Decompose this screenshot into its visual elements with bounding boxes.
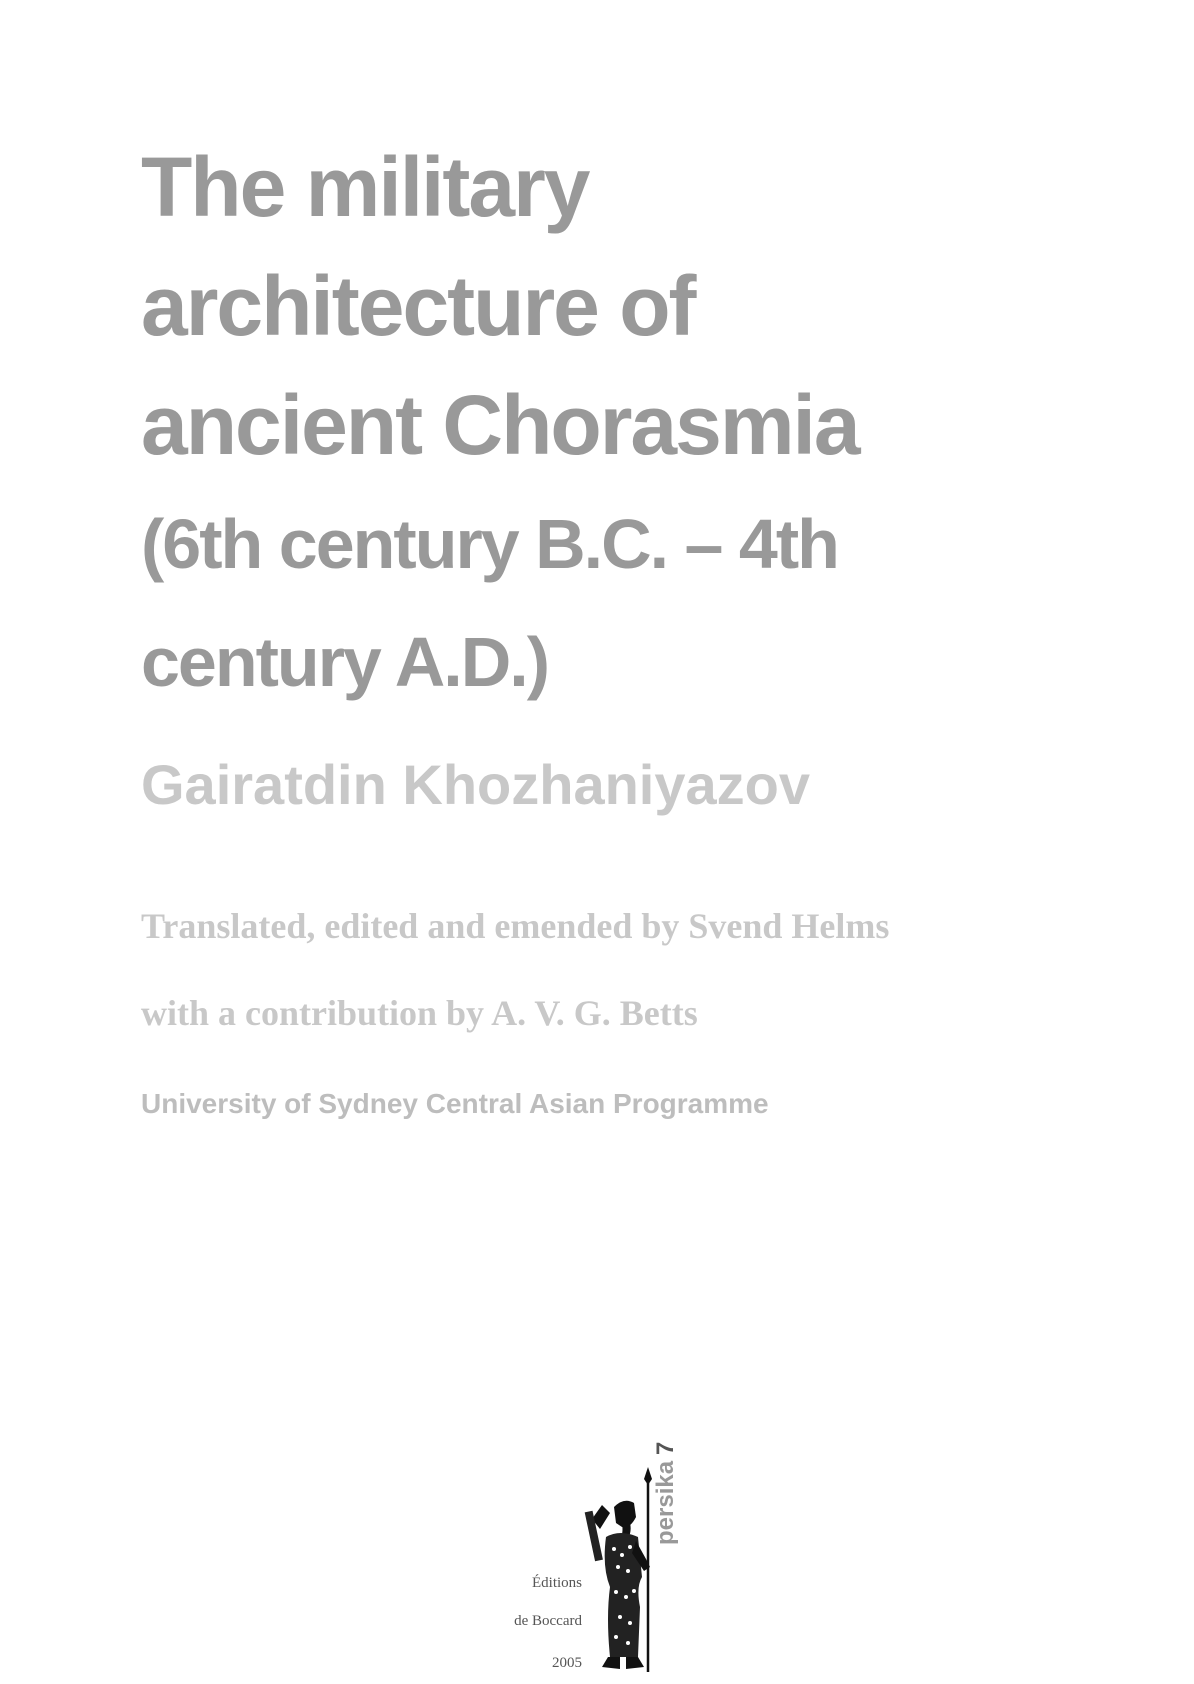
title-line-3: ancient Chorasmia xyxy=(141,378,859,472)
contributor-credit: with a contribution by A. V. G. Betts xyxy=(141,993,698,1033)
persian-warrior-figure-icon xyxy=(580,1467,660,1677)
publisher-line-1: Éditions xyxy=(531,1575,582,1591)
institution-name: University of Sydney Central Asian Programme xyxy=(141,1088,769,1119)
title-line-5: century A.D.) xyxy=(141,623,549,701)
title-line-2: architecture of xyxy=(141,259,695,353)
book-title xyxy=(141,128,1141,721)
series-name: persika xyxy=(652,1460,679,1545)
publication-year: 2005 xyxy=(552,1655,582,1671)
series-number: 7 xyxy=(652,1441,679,1455)
title-line-4: (6th century B.C. – 4th xyxy=(141,505,838,583)
title-line-1: The military xyxy=(141,140,589,234)
series-label xyxy=(652,1442,680,1545)
author-name: Gairatdin Khozhaniyazov xyxy=(141,753,810,816)
publisher-line-2: de Boccard xyxy=(514,1613,582,1629)
translator-credit: Translated, edited and emended by Svend Helms xyxy=(141,906,890,946)
